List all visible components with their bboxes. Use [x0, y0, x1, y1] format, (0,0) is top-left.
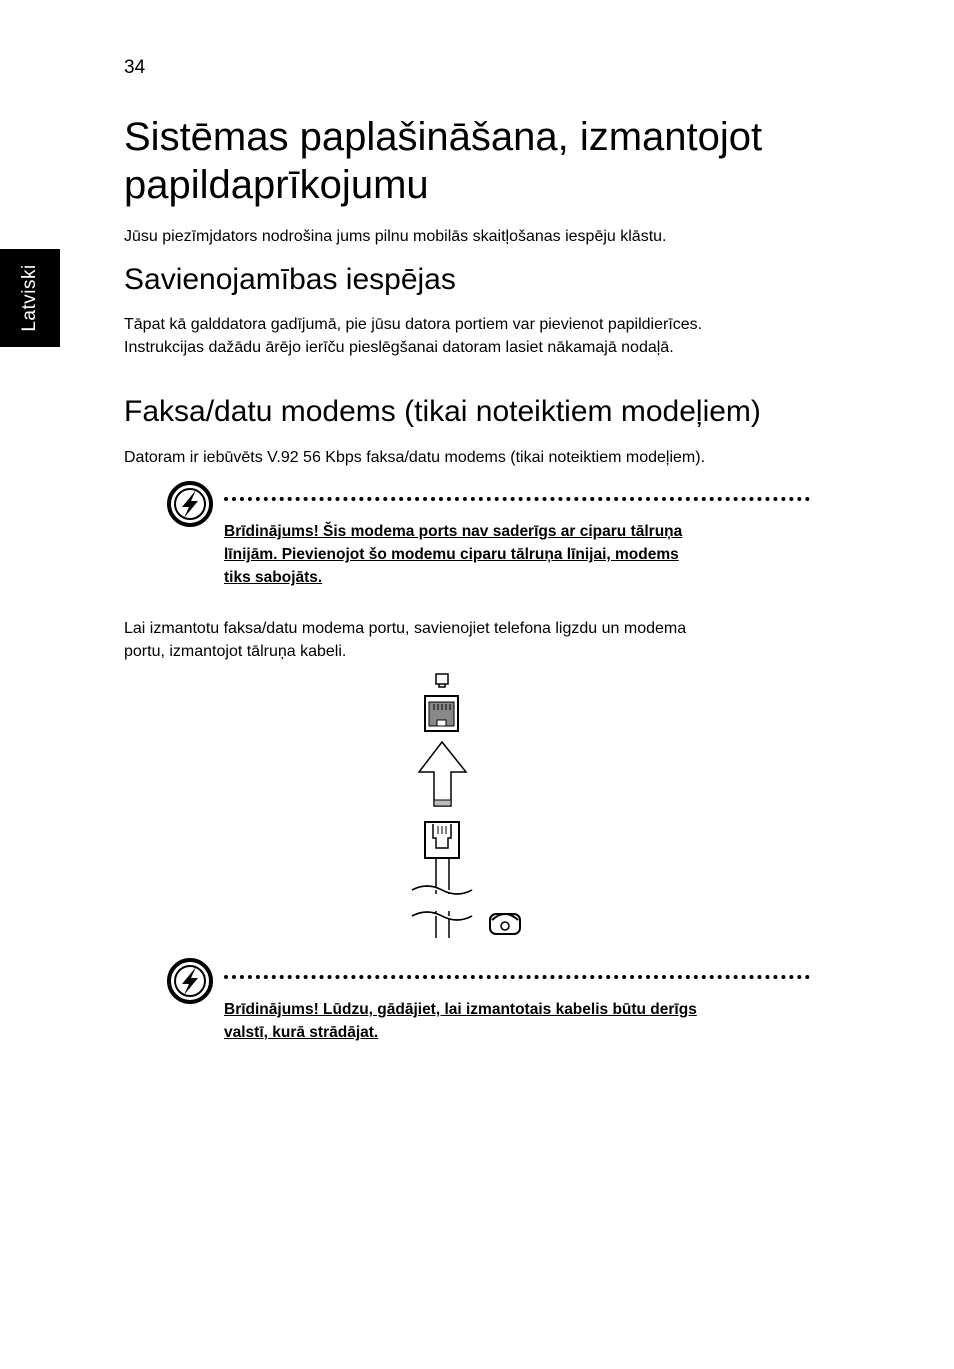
- warning-text-line: valstī, kurā strādājat.: [224, 1024, 379, 1041]
- warning-icon: [166, 480, 214, 533]
- telephone-icon: [490, 914, 520, 934]
- warning-text-line: tiks sabojāts.: [224, 569, 323, 586]
- warning-icon: [166, 957, 214, 1010]
- section-heading-modem: Faksa/datu modems (tikai noteiktiem modeļiem): [124, 395, 761, 428]
- connectivity-text-line: Instrukcijas dažādu ārējo ierīču pieslēgšanai datoram lasiet nākamajā nodaļā.: [124, 339, 674, 356]
- warning-text-line: līnijām. Pievienojot šo modemu ciparu tālruņa līnijai, modems: [224, 546, 679, 563]
- warning-text-line: Brīdinājums! Šis modema ports nav saderīgs ar ciparu tālruņa: [224, 523, 683, 540]
- language-tab-label: Latviski: [19, 264, 40, 332]
- rj11-jack-icon: [425, 696, 458, 731]
- warning-text: [224, 998, 804, 1044]
- warning-divider: [224, 497, 810, 501]
- language-tab: [0, 249, 60, 347]
- page-number: 34: [124, 57, 146, 78]
- warning-divider: [224, 975, 810, 979]
- instruction-text-line: portu, izmantojot tālruņa kabeli.: [124, 643, 347, 660]
- arrow-up-icon: [419, 742, 466, 806]
- page-title: Sistēmas paplašināšana, izmantojot papildaprīkojumu: [124, 115, 763, 207]
- modem-port-icon: [436, 674, 448, 687]
- section-heading-connectivity: Savienojamības iespējas: [124, 263, 456, 296]
- connectivity-text-line: Tāpat kā galddatora gadījumā, pie jūsu datora portiem var pievienot papildierīces.: [124, 316, 703, 333]
- phone-cable: [412, 858, 472, 938]
- connectivity-text: [124, 313, 824, 359]
- instruction-text-line: Lai izmantotu faksa/datu modema portu, savienojiet telefona ligzdu un modema: [124, 620, 687, 637]
- modem-connection-diagram: [405, 668, 535, 943]
- rj11-plug-icon: [425, 822, 459, 858]
- instruction-text: [124, 617, 824, 663]
- warning-text: [224, 520, 804, 589]
- modem-text: Datoram ir iebūvēts V.92 56 Kbps faksa/datu modems (tikai noteiktiem modeļiem).: [124, 449, 706, 466]
- intro-text: Jūsu piezīmjdators nodrošina jums pilnu mobilās skaitļošanas iespēju klāstu.: [124, 228, 667, 245]
- warning-text-line: Brīdinājums! Lūdzu, gādājiet, lai izmantotais kabelis būtu derīgs: [224, 1001, 697, 1018]
